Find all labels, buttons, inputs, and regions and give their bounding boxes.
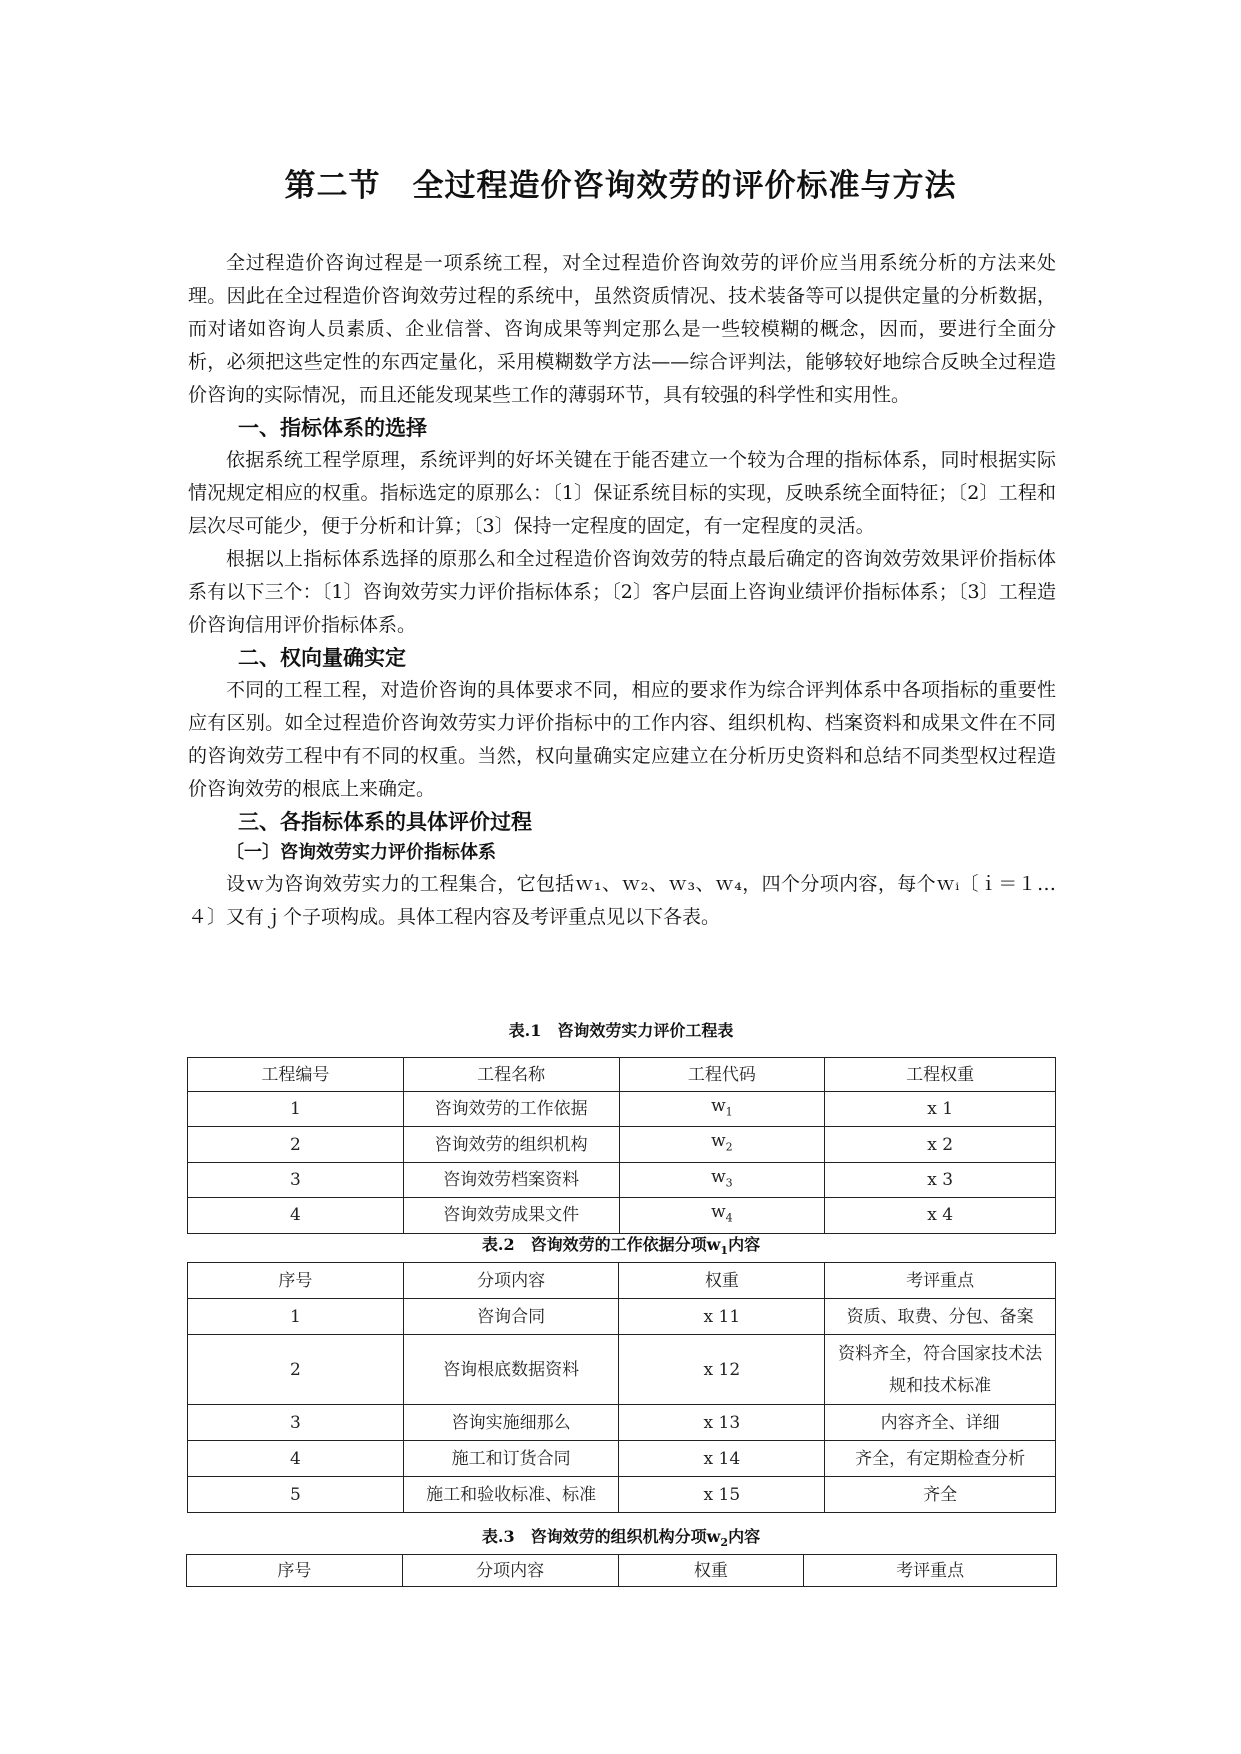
code-subscript: 2 xyxy=(725,1140,733,1154)
section1-paragraph-1: 依据系统工程学原理，系统评判的好坏关键在于能否建立一个较为合理的指标体系，同时根据实际情况规定相应的权重。指标选定的原那么：〔1〕保证系统目标的实现，反映系统全面特征；〔2〕工程和层次尽可能少，便于分析和计算；〔3〕保持一定程度的固定，有一定程度的灵活。 xyxy=(188,449,1056,537)
section1-paragraph-2: 根据以上指标体系选择的原那么和全过程造价咨询效劳的特点最后确定的咨询效劳效果评价指标体系有以下三个：〔1〕咨询效劳实力评价指标体系；〔2〕客户层面上咨询业绩评价指标体系；〔3〕工程造价咨询信用评价指标体系。 xyxy=(188,548,1056,636)
table-cell: 1 xyxy=(188,1092,404,1127)
table-cell: x 12 xyxy=(619,1335,825,1405)
table1-caption: 表.1 咨询效劳实力评价工程表 xyxy=(508,1021,734,1040)
table-row xyxy=(188,1162,1056,1197)
table1-header-cell: 工程代码 xyxy=(619,1058,825,1092)
table-cell: 咨询效劳成果文件 xyxy=(403,1198,619,1233)
table-cell: 2 xyxy=(188,1335,404,1405)
table-cell: x 3 xyxy=(825,1162,1056,1197)
table-cell: 资料齐全，符合国家技术法规和技术标准 xyxy=(825,1335,1056,1405)
code-subscript: 1 xyxy=(725,1105,733,1119)
code-letter: w xyxy=(711,1202,726,1223)
table3-header-row xyxy=(187,1555,1057,1587)
table-cell: x 2 xyxy=(825,1127,1056,1162)
table-cell: 咨询效劳的组织机构 xyxy=(403,1127,619,1162)
table-cell: 咨询根底数据资料 xyxy=(403,1335,619,1405)
caption-text: 内容 xyxy=(728,1235,761,1254)
table-cell: 2 xyxy=(188,1127,404,1162)
table1-header-row xyxy=(188,1058,1056,1092)
table3-header-cell: 考评重点 xyxy=(804,1555,1057,1587)
table3-header-cell: 序号 xyxy=(187,1555,403,1587)
table3-caption xyxy=(186,1524,1056,1549)
table-row xyxy=(188,1299,1056,1335)
table-row xyxy=(188,1335,1056,1405)
table2-header-row xyxy=(188,1263,1056,1299)
caption-subscript: 1 xyxy=(720,1244,729,1258)
body-text xyxy=(188,247,1056,934)
table-cell: 3 xyxy=(188,1405,404,1441)
section2-paragraph: 不同的工程工程，对造价咨询的具体要求不同，相应的要求作为综合评判体系中各项指标的重要性应有区别。如全过程造价咨询效劳实力评价指标中的工作内容、组织机构、档案资料和成果文件在不同的咨询效劳工程中有不同的权重。当然，权向量确实定应建立在分析历史资料和总结不同类型权过程造价咨询效劳的根底上来确定。 xyxy=(188,679,1056,800)
table-row xyxy=(188,1198,1056,1233)
subsection-heading: 〔一〕咨询效劳实力评价指标体系 xyxy=(226,842,496,863)
code-letter: w xyxy=(711,1166,726,1187)
table-row xyxy=(188,1127,1056,1162)
table2-header-cell: 序号 xyxy=(188,1263,404,1299)
table-cell: 齐全，有定期检查分析 xyxy=(825,1441,1056,1477)
table2-caption xyxy=(186,1232,1056,1257)
table-cell: 施工和验收标准、标准 xyxy=(403,1477,619,1513)
table-cell: x 15 xyxy=(619,1477,825,1513)
section-heading-3: 三、各指标体系的具体评价过程 xyxy=(238,810,532,834)
table2-header-cell: 考评重点 xyxy=(825,1263,1056,1299)
table2-header-cell: 分项内容 xyxy=(403,1263,619,1299)
table1 xyxy=(187,1057,1056,1234)
code-subscript: 3 xyxy=(725,1176,733,1190)
table-row xyxy=(188,1405,1056,1441)
table-cell xyxy=(619,1092,825,1127)
table1-header-cell: 工程权重 xyxy=(825,1058,1056,1092)
table3-header-cell: 分项内容 xyxy=(402,1555,618,1587)
section3-paragraph: 设ｗ为咨询效劳实力的工程集合，它包括ｗ₁、ｗ₂、ｗ₃、ｗ₄，四个分项内容，每个ｗᵢ〔ｉ＝１…４〕又有ｊ个子项构成。具体工程内容及考评重点见以下各表。 xyxy=(188,873,1056,928)
table-cell: 内容齐全、详细 xyxy=(825,1405,1056,1441)
table-row xyxy=(188,1092,1056,1127)
table-cell xyxy=(619,1198,825,1233)
code-subscript: 4 xyxy=(725,1211,733,1225)
table-cell: 4 xyxy=(188,1441,404,1477)
code-letter: w xyxy=(711,1096,726,1116)
intro-paragraph: 全过程造价咨询过程是一项系统工程，对全过程造价咨询效劳的评价应当用系统分析的方法来处理。因此在全过程造价咨询效劳过程的系统中，虽然资质情况、技术装备等可以提供定量的分析数据，而对诸如咨询人员素质、企业信誉、咨询成果等判定那么是一些较模糊的概念，因而，要进行全面分析，必须把这些定性的东西定量化，采用模糊数学方法——综合评判法，能够较好地综合反映全过程造价咨询的实际情况，而且还能发现某些工作的薄弱环节，具有较强的科学性和实用性。 xyxy=(188,252,1056,406)
caption-text: 内容 xyxy=(728,1527,761,1546)
code-letter: w xyxy=(711,1131,726,1152)
caption-subscript: 2 xyxy=(720,1536,729,1550)
table3 xyxy=(186,1554,1057,1587)
table-cell xyxy=(619,1127,825,1162)
caption-text: 表.3 咨询效劳的组织机构分项w xyxy=(481,1527,721,1546)
caption-text: 表.2 咨询效劳的工作依据分项w xyxy=(481,1235,721,1254)
table-cell: 5 xyxy=(188,1477,404,1513)
table-cell: 咨询合同 xyxy=(403,1299,619,1335)
table-cell: 1 xyxy=(188,1299,404,1335)
table-cell: x 13 xyxy=(619,1405,825,1441)
table2-header-cell: 权重 xyxy=(619,1263,825,1299)
table2 xyxy=(187,1262,1056,1513)
table1-header-cell: 工程编号 xyxy=(188,1058,404,1092)
table1-header-cell: 工程名称 xyxy=(403,1058,619,1092)
table-cell: 齐全 xyxy=(825,1477,1056,1513)
table-cell: 3 xyxy=(188,1162,404,1197)
table-cell: 4 xyxy=(188,1198,404,1233)
table-row xyxy=(188,1441,1056,1477)
table-cell: 施工和订货合同 xyxy=(403,1441,619,1477)
table-cell: x 14 xyxy=(619,1441,825,1477)
section-heading-1: 一、指标体系的选择 xyxy=(238,416,427,440)
table-cell xyxy=(619,1162,825,1197)
page-title: 第二节 全过程造价咨询效劳的评价标准与方法 xyxy=(284,168,957,204)
table-cell: x 4 xyxy=(825,1198,1056,1233)
table-cell: x 1 xyxy=(825,1092,1056,1127)
table-row xyxy=(188,1477,1056,1513)
table-cell: 资质、取费、分包、备案 xyxy=(825,1299,1056,1335)
table-cell: 咨询效劳的工作依据 xyxy=(403,1092,619,1127)
table-cell: 咨询实施细那么 xyxy=(403,1405,619,1441)
table-cell: 咨询效劳档案资料 xyxy=(403,1162,619,1197)
section-heading-2: 二、权向量确实定 xyxy=(238,646,406,670)
table-cell: x 11 xyxy=(619,1299,825,1335)
table3-header-cell: 权重 xyxy=(618,1555,804,1587)
